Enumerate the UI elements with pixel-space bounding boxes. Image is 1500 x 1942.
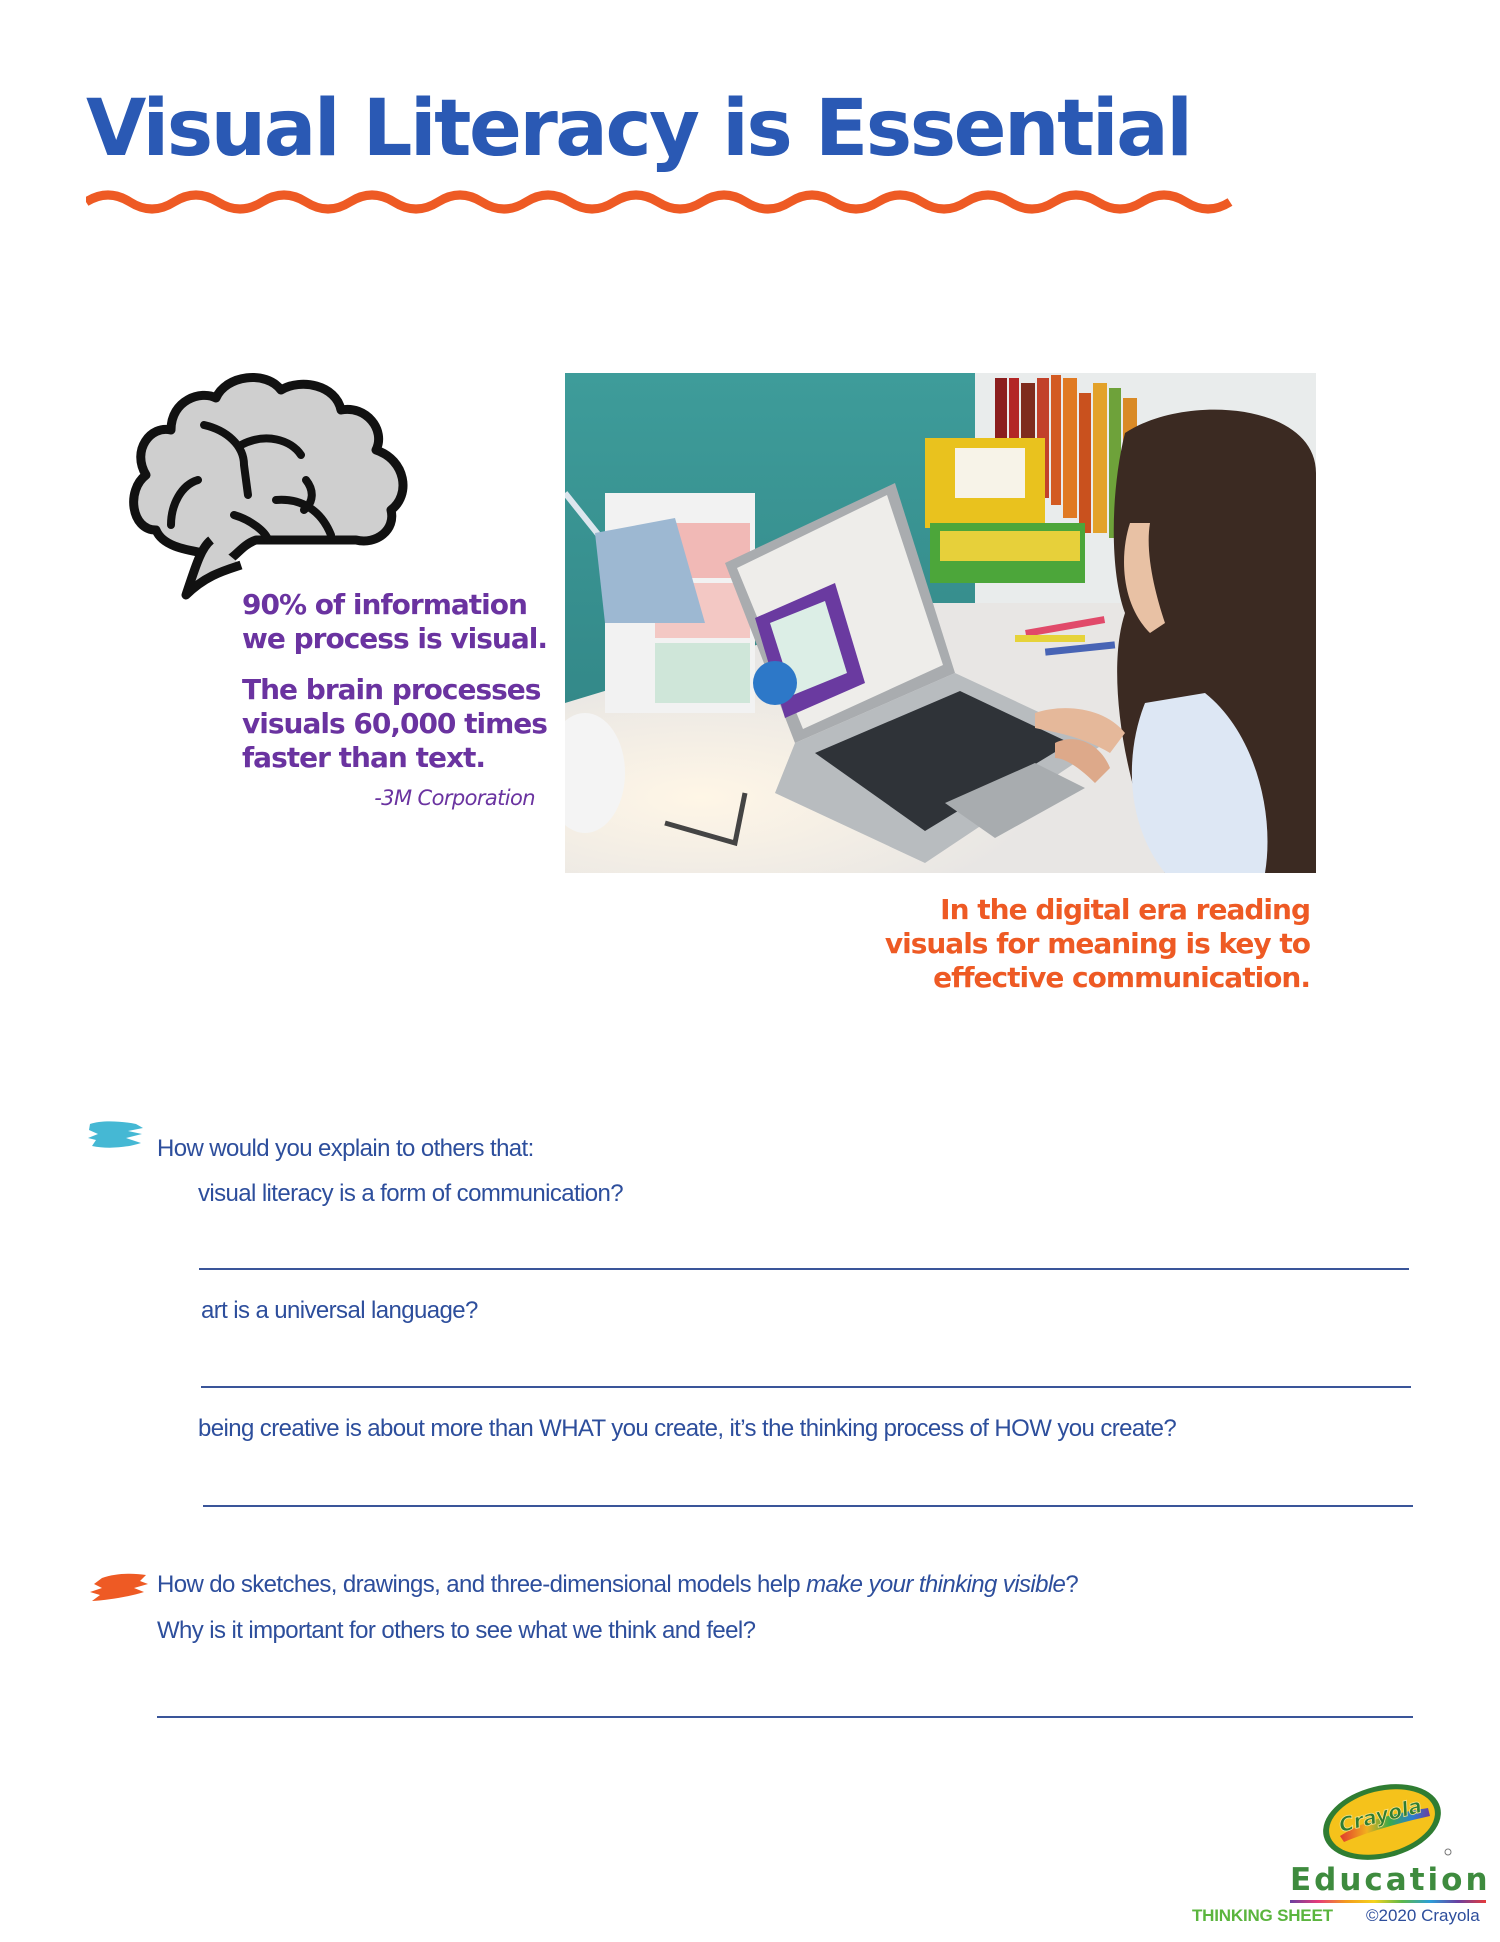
wavy-underline — [86, 184, 1242, 220]
logo-wordmark: Crayola — [1336, 1793, 1425, 1838]
teal-brush-icon — [86, 1118, 146, 1152]
page-title: Visual Literacy is Essential — [86, 84, 1191, 174]
digital-era-callout — [885, 893, 1310, 995]
attribution: -3M Corporation — [374, 786, 535, 810]
callout-line: effective communication. — [933, 961, 1310, 994]
stat-90-percent — [242, 588, 547, 656]
answer-line-1[interactable] — [199, 1268, 1409, 1270]
question-why-important: Why is it important for others to see what we think and feel? — [157, 1617, 756, 1644]
photo-girl-laptop — [565, 373, 1316, 873]
section-1-heading: How would you explain to others that: — [157, 1135, 534, 1162]
answer-line-4[interactable] — [157, 1716, 1413, 1718]
question-emphasis: make your thinking visible — [806, 1571, 1066, 1598]
question-creative-process: being creative is about more than WHAT you create, it’s the thinking process of HOW you create? — [198, 1415, 1177, 1442]
answer-line-2[interactable] — [201, 1386, 1411, 1388]
question-text: ? — [1065, 1571, 1079, 1598]
callout-line: visuals for meaning is key to — [884, 927, 1310, 960]
thinking-sheet-label: THINKING SHEET — [1192, 1906, 1333, 1925]
stat-60000-times — [242, 673, 547, 775]
stat-line: visuals 60,000 times — [242, 707, 547, 740]
question-universal-language: art is a universal language? — [201, 1297, 478, 1324]
answer-line-3[interactable] — [203, 1505, 1413, 1507]
education-label: Education — [1290, 1862, 1491, 1898]
rainbow-divider — [1290, 1900, 1486, 1903]
orange-brush-icon — [88, 1570, 150, 1604]
stat-line: faster than text. — [242, 741, 486, 774]
question-visual-literacy: visual literacy is a form of communication? — [198, 1180, 624, 1207]
question-make-thinking-visible — [157, 1571, 1078, 1599]
brain-icon — [126, 370, 416, 600]
question-text: How do sketches, drawings, and three-dimensional models help — [157, 1571, 807, 1598]
callout-line: In the digital era reading — [940, 893, 1310, 926]
copyright: ©2020 Crayola — [1366, 1906, 1480, 1925]
stat-line: 90% of information — [242, 588, 527, 621]
stat-line: The brain processes — [242, 673, 541, 706]
stat-line: we process is visual. — [242, 622, 547, 655]
crayola-logo — [1318, 1778, 1458, 1864]
